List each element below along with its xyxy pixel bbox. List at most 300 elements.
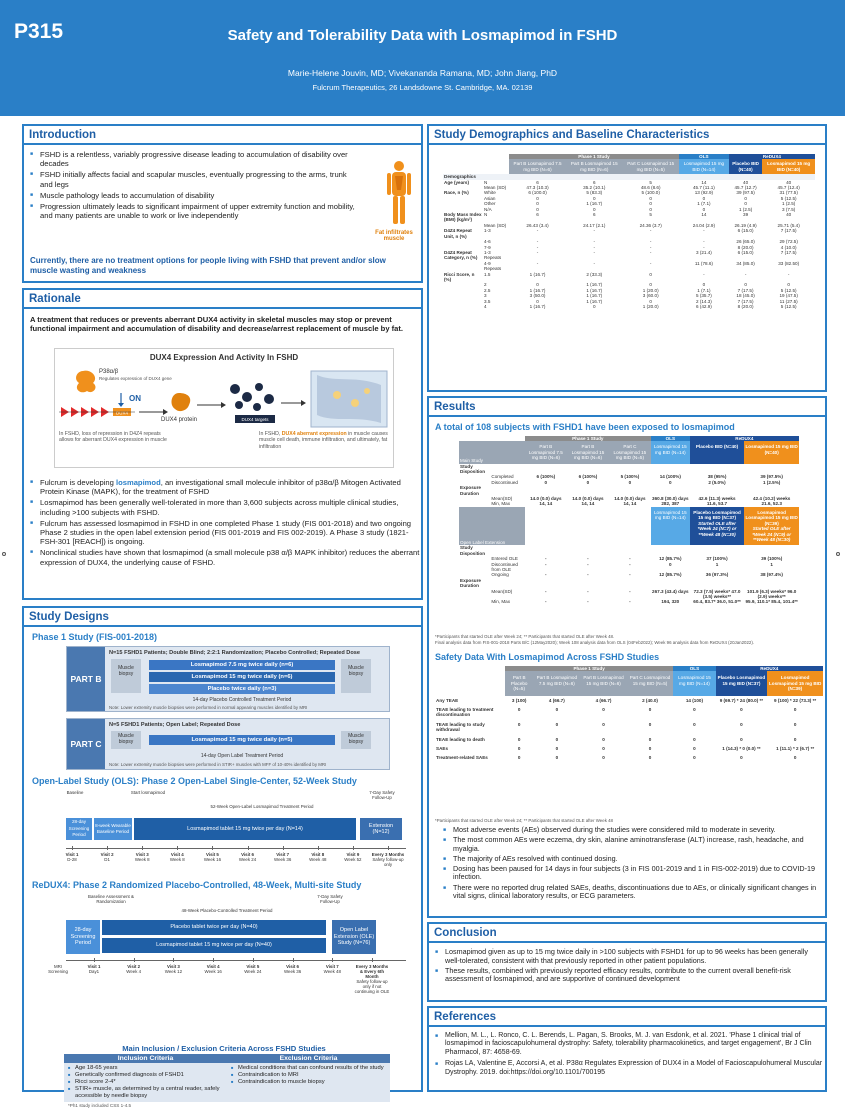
table-cell bbox=[567, 578, 609, 589]
table-cell: 0 bbox=[555, 721, 559, 727]
visit-label: Visit 8 Week 48 bbox=[309, 852, 327, 862]
table-cell: 14, 14 bbox=[581, 501, 595, 507]
ols-followup: 7-Day Safety Follow-Up bbox=[369, 790, 395, 800]
table-row bbox=[435, 696, 823, 705]
table-cell bbox=[690, 464, 745, 475]
redux-ole-box: Open Label Extension (OLE) Study (N=76) bbox=[332, 920, 376, 954]
ols-title: Open-Label Study (OLS): Phase 2 Open-Label Single-Center, 52-Week Study bbox=[32, 776, 357, 786]
table-cell: 3 (50.0) bbox=[529, 293, 546, 299]
table-row bbox=[459, 589, 799, 600]
table-cell: 0 bbox=[536, 282, 539, 288]
table-cell: - bbox=[649, 260, 652, 266]
ols-axis bbox=[66, 848, 406, 849]
exposure-table bbox=[459, 436, 799, 605]
references-title: References bbox=[429, 1008, 825, 1027]
table-cell: 0 bbox=[702, 206, 706, 212]
table-cell: 25.71 (5.4) bbox=[777, 222, 800, 228]
table-cell bbox=[690, 485, 745, 496]
column-header: Losmapimod 15 mg BID (N=14) bbox=[679, 159, 729, 174]
ols-extension-box: Extension (N=12) bbox=[360, 818, 402, 840]
table-cell: 6 (15.0) bbox=[737, 249, 754, 255]
column-header: Losmapimod Losmapimod 15 mg BID (N=39) bbox=[767, 671, 823, 695]
figure-caption-left: In FSHD, loss of repression in D4Z4 repeats allows for aberrant DUX4 expression in muscle bbox=[59, 431, 167, 444]
visit-label: Visit 7 Week 36 bbox=[274, 852, 292, 862]
table-row bbox=[443, 212, 815, 223]
list-item: ■ There were no reported drug related SAEs, deaths, discontinuations due to AEs, or clinically significant changes in vital signs, clinical laboratory results, or ECG parameters. bbox=[443, 884, 823, 901]
human-figure-icon bbox=[386, 160, 412, 226]
table-cell: 5 (100.0) bbox=[641, 190, 660, 196]
row-label: TEAE leading to treatment discontinuation bbox=[436, 707, 494, 718]
visit-label: Visit 3 Week 8 bbox=[134, 852, 150, 862]
table-row bbox=[435, 753, 823, 762]
poster-title: Safety and Tolerability Data with Losmapimod in FSHD bbox=[227, 27, 618, 44]
column-header: Part B Losmapimod 7.5 mg BID (N=6) bbox=[533, 671, 580, 695]
row-label bbox=[443, 261, 483, 272]
rationale-panel bbox=[22, 288, 423, 600]
table-cell: 6 (42.9) bbox=[695, 303, 712, 309]
exposure-title: A total of 108 subjects with FSHD1 have been exposed to losmapimod bbox=[435, 422, 735, 432]
exclusion-col bbox=[227, 1063, 390, 1102]
table-cell: 14.0 (0.0) days bbox=[614, 496, 646, 502]
table-cell: - bbox=[536, 239, 539, 245]
phase1-title: Phase 1 Study (FIS-001-2018) bbox=[32, 632, 158, 642]
table-cell: 0 bbox=[744, 282, 747, 288]
table-cell: 0 bbox=[744, 195, 747, 201]
ols-period: 52-Week Open-Label Losmapimod Treatment Period bbox=[210, 804, 314, 809]
table-cell: 1 (16.7) bbox=[586, 293, 603, 299]
arm-7-5mg: Losmapimod 7.5 mg twice daily (n=6) bbox=[149, 660, 335, 670]
table-cell: 21.6, 52.3 bbox=[761, 501, 782, 507]
visit-label: Every 3 Months Safety follow-up only bbox=[371, 852, 405, 867]
column-header: Part C Losmapimod 15 mg BID (N=5) bbox=[627, 671, 674, 695]
row-label: Treatment-related SAEs bbox=[436, 755, 488, 761]
ols-start: Start losmapimod bbox=[130, 790, 166, 795]
reference-item: ■ Mellion, M. L., L. Ronco, C. L. Berends, L. Pagan, S. Brooks, M. J. van Esdonk, et al. 2021. 'Phase 1 clinical trial of losmapimod in facioscapulohumeral dystrophy: Safety, tolerability pharmacokinetics, and target engagement', Br J Clin Pharmacol, 87: 4658-69. bbox=[435, 1032, 823, 1057]
table-cell: 0 bbox=[592, 206, 596, 212]
table-cell: - bbox=[536, 249, 539, 255]
visit-label: Visit 2 Week 4 bbox=[126, 964, 142, 974]
table-cell: 0 bbox=[602, 746, 605, 752]
column-header: Placebo Losmapimod 15 mg BID (N=37) Started OLE after *Week 24 (N=7) or **Week 48 (N=30) bbox=[690, 507, 745, 545]
table-cell: - bbox=[536, 260, 539, 266]
protein-label: DUX4 protein bbox=[160, 417, 198, 423]
table-cell: 7 (17.5) bbox=[737, 287, 754, 293]
redux-title: ReDUX4: Phase 2 Randomized Placebo-Controlled, 48-Week, Multi-site Study bbox=[32, 880, 362, 890]
table-cell: 14 (100) bbox=[685, 697, 703, 703]
table-row bbox=[443, 250, 815, 261]
row-sublabel: 2 bbox=[484, 282, 487, 288]
table-cell: 0 bbox=[536, 206, 539, 212]
part-c-box bbox=[66, 718, 390, 770]
row-label bbox=[443, 304, 483, 309]
table-cell: - bbox=[703, 271, 705, 277]
table-cell: 13 (92.9) bbox=[694, 190, 714, 196]
table-cell: 11 (78.6) bbox=[694, 260, 713, 266]
redux-followup: 7-Day Safety Follow-Up bbox=[317, 894, 343, 904]
biopsy-pre: Muscle biopsy bbox=[111, 659, 141, 693]
safety-title: Safety Data With Losmapimod Across FSHD Studies bbox=[435, 652, 660, 662]
table-cell bbox=[744, 578, 799, 589]
table-cell: 0 bbox=[555, 755, 559, 761]
column-header: Losmapimod 15 mg BID (N=40) bbox=[762, 159, 815, 174]
table-cell: 267.3 (43.4) days bbox=[652, 588, 689, 594]
table-cell: 37 (100%) bbox=[706, 556, 728, 562]
table-cell: - bbox=[545, 556, 547, 562]
table-cell: 1 (2.5) bbox=[738, 206, 753, 212]
ols-baseline: Baseline bbox=[66, 790, 84, 795]
p38-icon bbox=[76, 371, 95, 393]
table-cell: 1 bbox=[770, 561, 773, 567]
table-cell: - bbox=[593, 249, 596, 255]
table-cell: 0 bbox=[602, 736, 605, 742]
safety-table bbox=[435, 666, 823, 763]
main-study-label: Main Study bbox=[459, 441, 525, 463]
group-redux4: ReDUX4 bbox=[729, 154, 815, 159]
list-item: ■ Losmapimod given as up to 15 mg twice daily in >100 subjects with FSHD1 for up to 96 weeks has been generally well-tolerated, consistent with that previously reported in other patient populations. bbox=[435, 948, 823, 965]
table-cell: 14, 14 bbox=[539, 501, 553, 507]
table-row bbox=[459, 562, 799, 573]
visit-label: Visit 5 Week 16 bbox=[203, 852, 222, 862]
results-panel bbox=[427, 396, 827, 918]
table-cell: - bbox=[587, 556, 589, 562]
figure-caption: Fat infiltrates muscle bbox=[375, 230, 413, 242]
table-cell bbox=[609, 545, 651, 556]
table-cell bbox=[567, 464, 609, 475]
row-sublabel bbox=[490, 545, 524, 556]
table-cell: 38 (95%) bbox=[707, 474, 727, 480]
table-cell: 14, 14 bbox=[623, 501, 637, 507]
column-header: Part B Losmapimod 7.5 mg BID (N=6) bbox=[525, 441, 567, 463]
targets-label: DUX4 targets bbox=[241, 417, 269, 422]
column-header: Part B Losmapimod 7.5 mg BID (N=6) bbox=[509, 159, 566, 174]
visit-label: Visit 1 Day1 bbox=[87, 964, 101, 974]
table-cell: 2 (33.3) bbox=[586, 271, 603, 277]
row-sublabel: 7-9 bbox=[484, 244, 491, 250]
row-sublabel: Discontinued bbox=[491, 479, 518, 485]
table-cell: 0 bbox=[793, 755, 797, 761]
table-cell: 8 (20.0) bbox=[737, 303, 754, 309]
table-cell: 40 bbox=[743, 179, 749, 185]
table-cell bbox=[525, 464, 567, 475]
table-cell: 42.4 (10.2) weeks bbox=[753, 496, 791, 502]
part-c-header: N=5 FSHD1 Patients; Open Label; Repeated Dose bbox=[109, 722, 241, 728]
caption-text: In FSHD, bbox=[259, 431, 282, 437]
column-header: Part B Placebo (N=5) bbox=[505, 671, 533, 695]
criteria-header bbox=[64, 1054, 390, 1063]
table-cell: 3 (21.4) bbox=[695, 249, 712, 255]
visit-label: Visit 9 Week 52 bbox=[344, 852, 362, 862]
table-cell: 5 (12.5) bbox=[780, 195, 797, 201]
group-ols: OLS bbox=[673, 666, 715, 671]
table-cell: 34 (85.0) bbox=[736, 260, 755, 266]
redux-screening-box: 28-day Screening Period bbox=[66, 920, 100, 954]
table-cell: 1 (16.7) bbox=[529, 303, 546, 309]
table-cell: 7 (17.5) bbox=[780, 228, 797, 234]
inclusion-col bbox=[64, 1063, 227, 1102]
table-cell: 0 bbox=[628, 479, 632, 485]
table-cell: 45.7 (12.7) bbox=[734, 185, 757, 191]
row-sublabel: 2.5 bbox=[484, 287, 491, 293]
table-row bbox=[435, 744, 823, 753]
row-sublabel: Mean (SD) bbox=[484, 222, 507, 228]
table-cell: - bbox=[787, 271, 790, 277]
table-cell: 0 bbox=[693, 746, 696, 752]
table-cell: 6 (100%) bbox=[536, 474, 556, 480]
row-label: Exposure Duration bbox=[460, 485, 481, 496]
table-cell: 6 bbox=[536, 179, 539, 185]
table-cell: - bbox=[545, 588, 547, 594]
column-header: Losmapimod 15 mg BID (N=40) bbox=[744, 441, 799, 463]
visit-label: Visit 4 Week 16 bbox=[204, 964, 222, 974]
row-sublabel: 1-3 Repeats bbox=[484, 249, 502, 261]
inclusion-header: Inclusion Criteria bbox=[64, 1054, 227, 1063]
row-sublabel: 3.5 bbox=[484, 298, 491, 304]
row-sublabel: Completed bbox=[491, 474, 514, 480]
timeline-tick bbox=[332, 958, 333, 962]
table-cell: 0 bbox=[740, 707, 743, 713]
table-cell: 0 bbox=[793, 736, 797, 742]
timeline-tick bbox=[353, 846, 354, 850]
poster-header bbox=[0, 0, 845, 116]
table-cell: - bbox=[587, 599, 589, 605]
page-dot-icon bbox=[836, 552, 840, 556]
row-label: D4Z4 Repeat Unit, n (%) bbox=[444, 228, 472, 239]
table-cell: 4 (66.7) bbox=[595, 697, 612, 703]
column-header: Losmapimod Losmapimod 15 mg BID (N=39) Started OLE after *Week 24 (N=9) or **Week 48 (N=30) bbox=[744, 507, 799, 545]
table-row bbox=[459, 464, 799, 475]
table-cell: 9 (100) * 22 (73.3) ** bbox=[774, 697, 817, 703]
ols-screening-box: 28-day Screening Period bbox=[66, 818, 92, 840]
timeline-tick bbox=[213, 958, 214, 962]
references-list bbox=[435, 1032, 823, 1080]
table-cell: 1 (11.1) * 2 (6.7) ** bbox=[776, 746, 815, 752]
table-row bbox=[443, 228, 815, 239]
list-item: ■ The majority of AEs resolved with continued dosing. bbox=[443, 855, 823, 864]
p38-label: P38α/β bbox=[99, 369, 119, 375]
table-cell bbox=[609, 485, 651, 496]
table-row bbox=[435, 735, 823, 744]
ols-wearable-box: 8-week Wearable Baseline Period bbox=[94, 818, 132, 840]
timeline-tick bbox=[253, 958, 254, 962]
timeline-tick bbox=[107, 846, 108, 850]
row-sublabel: Ongoing bbox=[491, 572, 509, 578]
table-cell: 7 (17.5) bbox=[737, 298, 754, 304]
table-cell: 0 bbox=[744, 201, 747, 207]
table-cell: 0 bbox=[517, 721, 521, 727]
list-item: ■ Muscle pathology leads to accumulation of disability bbox=[30, 191, 355, 200]
timeline-tick bbox=[372, 958, 373, 962]
table-cell: - bbox=[545, 572, 547, 578]
table-cell: 0 bbox=[592, 195, 596, 201]
authors: Marie-Helene Jouvin, MD; Vivekananda Ramana, MD; John Jiang, PhD bbox=[287, 68, 558, 78]
ols-timeline bbox=[42, 790, 414, 874]
table-cell bbox=[651, 464, 690, 475]
table-cell: 0 bbox=[517, 707, 521, 713]
row-sublabel: 4 bbox=[484, 303, 487, 309]
table-cell: 0 bbox=[648, 736, 652, 742]
table-cell: 14 (100%) bbox=[659, 474, 681, 480]
table-cell: - bbox=[703, 228, 705, 234]
results-title: Results bbox=[429, 398, 825, 417]
table-cell: - bbox=[629, 599, 631, 605]
table-cell: 39 (97.5%) bbox=[760, 474, 783, 480]
table-cell bbox=[609, 578, 651, 589]
study-designs-panel bbox=[22, 606, 423, 1108]
row-label: Age (years) bbox=[444, 179, 470, 185]
redux-placebo-box: Placebo tablet twice per day (N=40) bbox=[102, 920, 326, 935]
row-label bbox=[459, 599, 490, 604]
table-cell: 5 bbox=[649, 212, 652, 218]
table-cell: 1 (7.1) bbox=[697, 287, 711, 293]
table-cell: 2 (14.3) bbox=[695, 298, 712, 304]
row-sublabel: Discontinued from OLE bbox=[491, 561, 518, 572]
table-cell: 0 bbox=[702, 282, 706, 288]
table-cell bbox=[690, 578, 745, 589]
dux4-protein-icon bbox=[172, 393, 191, 411]
table-cell: 38 (97.4%) bbox=[760, 572, 783, 578]
table-cell: - bbox=[629, 588, 631, 594]
table-cell: 7 (17.5) bbox=[780, 249, 797, 255]
introduction-title: Introduction bbox=[24, 126, 421, 145]
table-cell bbox=[651, 578, 690, 589]
column-header: Part C Losmapimod 15 mg BID (N=5) bbox=[622, 159, 679, 174]
list-item: ■ Medical conditions that can confound results of the study bbox=[231, 1065, 386, 1072]
row-label bbox=[459, 589, 490, 600]
timeline-tick bbox=[318, 846, 319, 850]
table-cell: 6 (100%) bbox=[578, 474, 598, 480]
figure-caption-right bbox=[259, 431, 389, 450]
timeline-tick bbox=[388, 846, 389, 850]
table-cell bbox=[651, 545, 690, 556]
row-sublabel: White bbox=[484, 190, 496, 196]
table-cell: 45.7 (11.1) bbox=[692, 185, 715, 191]
table-cell bbox=[744, 464, 799, 475]
table-cell bbox=[651, 485, 690, 496]
table-cell: 0 bbox=[536, 298, 539, 304]
table-cell: 24.17 (2.1) bbox=[583, 222, 606, 228]
exposure-note-1: *Participants that started OLE after Week 24; ** Participants that started OLE after Week 48. bbox=[435, 634, 615, 639]
table-cell: 5 (100%) bbox=[620, 474, 640, 480]
group-ols: OLS bbox=[679, 154, 729, 159]
table-cell: 39 (100%) bbox=[761, 556, 783, 562]
table-cell: 36 (97.3%) bbox=[705, 572, 729, 578]
table-cell: 39 bbox=[743, 212, 749, 218]
table-cell: - bbox=[629, 561, 631, 567]
safety-note: *Participants that started OLE after Week 24; ** Participants that started OLE after Week 48 bbox=[435, 818, 613, 823]
row-sublabel: 4-9 Repeats bbox=[484, 260, 502, 272]
table-cell: 6 bbox=[592, 179, 596, 185]
table-cell: 0 bbox=[793, 721, 797, 727]
table-cell: - bbox=[744, 271, 747, 277]
introduction-emphasis: Currently, there are no treatment options for people living with FSHD that prevent and/or slow muscle wasting and weakness bbox=[30, 256, 386, 275]
table-cell: 0 bbox=[648, 721, 652, 727]
table-cell: 0 bbox=[648, 707, 652, 713]
table-cell: 29 (72.5) bbox=[779, 239, 798, 245]
row-label: Study Disposition bbox=[460, 463, 486, 475]
rationale-title: Rationale bbox=[24, 290, 421, 309]
visit-label: Visit 6 Week 24 bbox=[238, 852, 257, 862]
table-cell: 26.19 (4.9) bbox=[734, 222, 757, 228]
table-row bbox=[443, 272, 815, 283]
table-cell: 0 bbox=[544, 479, 548, 485]
table-cell: 18 (45.0) bbox=[736, 293, 755, 299]
list-item: ■ These results, combined with previously reported efficacy results, contribute to the current overall benefit-risk assessment of losmapimod, and are supportive of continued development bbox=[435, 967, 823, 984]
table-cell: 0 bbox=[787, 282, 790, 288]
demographics-table bbox=[443, 154, 815, 309]
visit-label: Visit 1 D-28 bbox=[65, 852, 79, 862]
row-sublabel bbox=[490, 578, 524, 589]
column-header: Losmapimod 15 mg BID (N=14) bbox=[673, 671, 715, 695]
table-cell: 1 (2.5) bbox=[782, 201, 796, 207]
table-cell: 40 bbox=[786, 179, 792, 185]
row-sublabel: 4-6 bbox=[484, 239, 491, 245]
table-cell: - bbox=[649, 244, 652, 250]
affiliation: Fulcrum Therapeutics, 26 Landsdowne St. Cambridge, MA. 02139 bbox=[312, 83, 533, 92]
table-cell: 0 bbox=[555, 707, 559, 713]
row-sublabel: Mean(SD) bbox=[491, 588, 513, 594]
list-item: ■ FSHD is a relentless, variably progressive disease leading to accumulation of disability over decades bbox=[30, 150, 355, 169]
table-cell: - bbox=[593, 260, 596, 266]
redux-drug-box: Losmapimod tablet 15 mg twice per day (N=40) bbox=[102, 938, 326, 953]
row-sublabel bbox=[490, 464, 524, 475]
table-row bbox=[459, 578, 799, 589]
row-sublabel: Min, Max bbox=[491, 501, 511, 507]
table-cell: - bbox=[629, 556, 631, 562]
table-cell: - bbox=[649, 249, 652, 255]
list-item: ■ Contraindication to MRI bbox=[231, 1072, 386, 1079]
table-cell: 9 (69.7) * 24 (80.0) ** bbox=[719, 697, 764, 703]
table-cell: 0 bbox=[602, 721, 605, 727]
list-item: ■ Most adverse events (AEs) observed during the studies were considered mild to moderate in severity. bbox=[443, 826, 823, 835]
table-cell: 5 (83.3) bbox=[586, 190, 603, 196]
table-cell: - bbox=[587, 588, 589, 594]
table-cell: 1 (16.7) bbox=[586, 287, 603, 293]
results-bullets bbox=[443, 826, 823, 902]
column-header: Part C Losmapimod 15 mg BID (N=5) bbox=[609, 441, 651, 463]
table-cell: 6 bbox=[536, 212, 539, 218]
table-cell: 6 bbox=[592, 212, 596, 218]
table-cell: 0 bbox=[740, 736, 743, 742]
table-cell: 1 (14.3) * 0 (0.0) ** bbox=[722, 746, 761, 752]
table-cell: 4 (10.0) bbox=[780, 244, 797, 250]
table-cell: 1 (16.7) bbox=[586, 282, 603, 288]
table-cell: - bbox=[536, 244, 539, 250]
list-item: ■ Nonclinical studies have shown that losmapimod (a small molecule p38 α/β MAPK inhibitor) reduces the aberrant expression of DUX4, the underlying cause of FSHD. bbox=[30, 548, 420, 567]
arm-15mg-open: Losmapimod 15 mg twice daily (n=5) bbox=[149, 735, 335, 745]
table-cell: - bbox=[545, 599, 547, 605]
timeline-tick bbox=[173, 958, 174, 962]
visit-label: Visit 4 Week 8 bbox=[169, 852, 185, 862]
table-cell: - bbox=[593, 239, 596, 245]
criteria-footnote: *Ph1 study included CSS 1-4.5 bbox=[68, 1102, 132, 1108]
table-cell: - bbox=[545, 561, 547, 567]
table-cell: 12 (85.7%) bbox=[659, 572, 682, 578]
table-cell: - bbox=[629, 572, 631, 578]
table-cell: 72.3 (7.5) weeks* 47.0 (3.5) weeks** bbox=[693, 588, 741, 599]
table-cell: 8 (20.0) bbox=[737, 244, 754, 250]
reference-item: ■ Rojas LA, Valentine E, Accorsi A, et al. P38α Regulates Expression of DUX4 in a Model of Facioscapulohumeral Muscular Dystrophy. 2019. doi:https://doi.org/10.1101/700195 bbox=[435, 1060, 823, 1077]
table-cell: 1 (16.7) bbox=[529, 271, 546, 277]
table-cell bbox=[567, 545, 609, 556]
table-cell: 1 (2.5%) bbox=[762, 479, 781, 485]
biopsy-post: Muscle biopsy bbox=[341, 659, 371, 693]
list-item: ■ Age 18-65 years bbox=[68, 1065, 223, 1072]
redux-axis bbox=[66, 960, 406, 961]
table-cell: 0 bbox=[536, 195, 539, 201]
exclusion-header: Exclusion Criteria bbox=[227, 1054, 390, 1063]
table-cell: 12 (85.7%) bbox=[659, 556, 682, 562]
table-cell: 26.43 (3.4) bbox=[526, 222, 549, 228]
